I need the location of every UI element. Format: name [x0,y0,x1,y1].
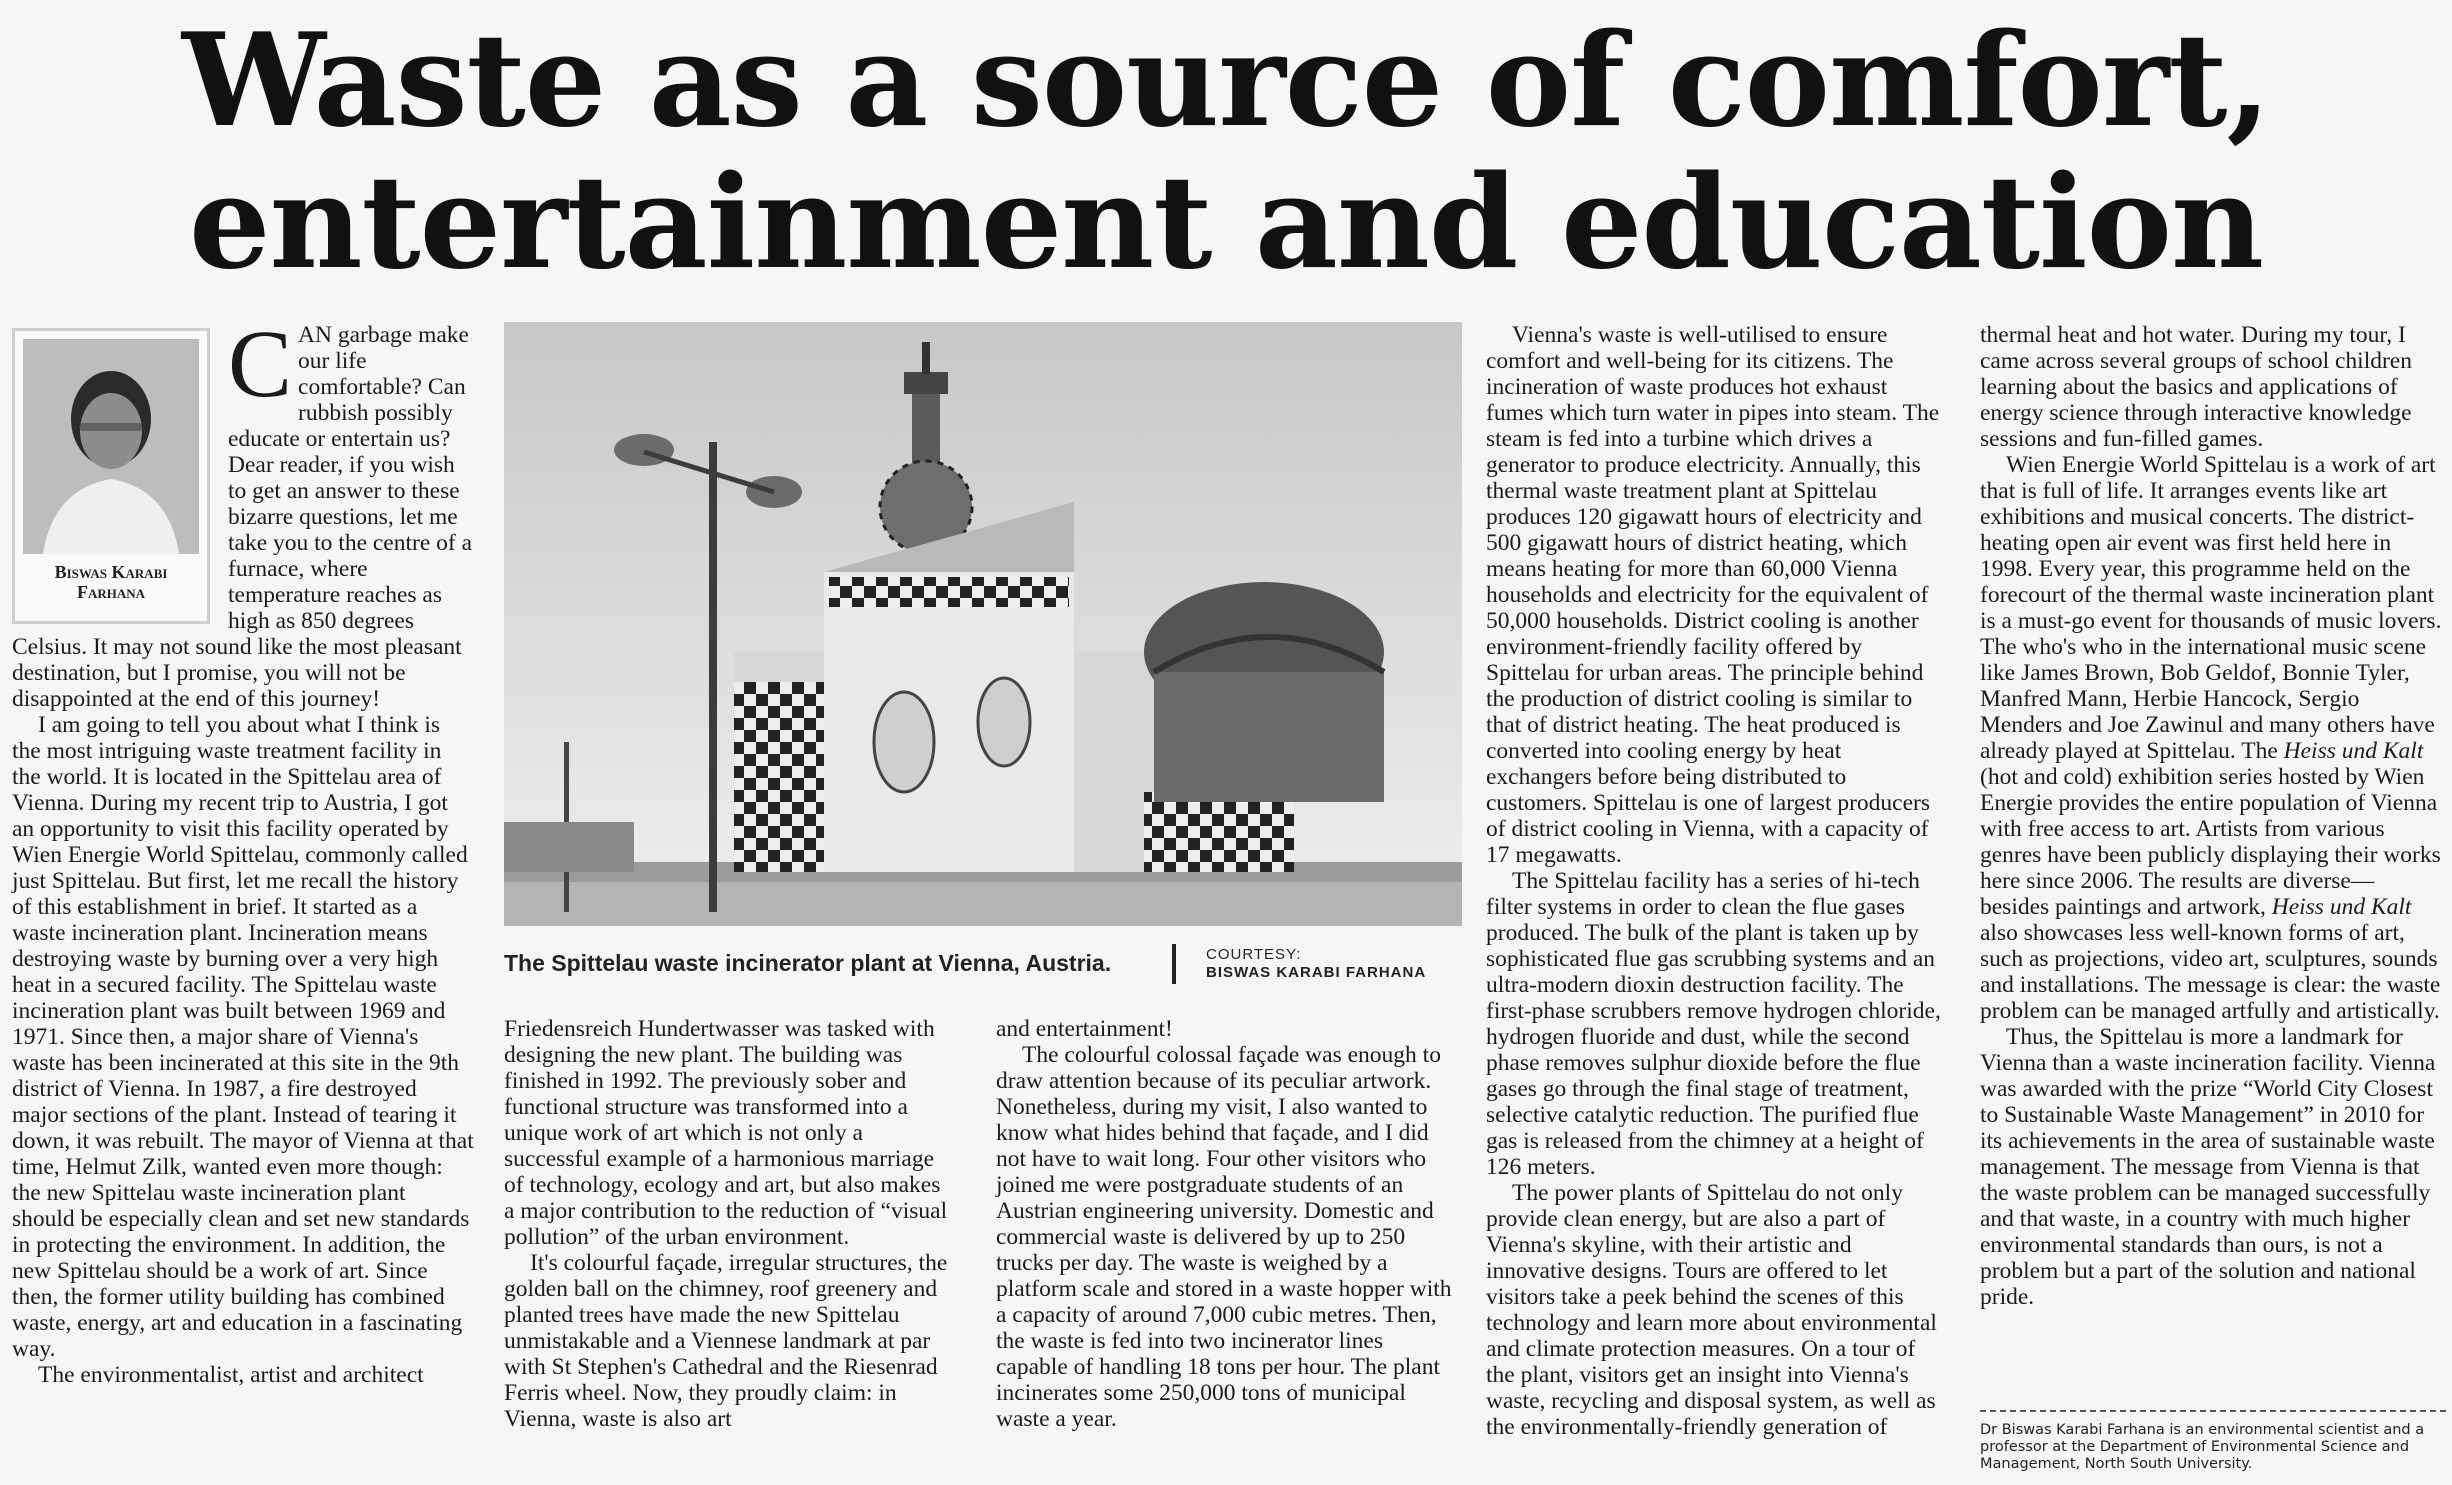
author-portrait-image [23,339,199,554]
event-name: Heiss und Kalt [2271,894,2412,920]
paragraph: It's colourful façade, irregular structures, the golden ball on the chimney, roof greenery and planted trees have made the new Spittelau unmistakable and a Viennese landmark at par with St Stephen's Cathedral and the Riesenrad Ferris wheel. Now, they proudly claim: in Vienna, waste is also art [504,1250,948,1432]
courtesy-label: COURTESY: [1206,946,1302,963]
paragraph: and entertainment! [996,1016,1173,1042]
paragraph [1980,452,2442,1024]
paragraph: The power plants of Spittelau do not only provide clean energy, but are also a part of Vienna's skyline, with their artistic and innovative designs. Tours are offered to let visitors take a peek behind the scenes of this technology and learn more about environmental and climate protection measures. On a tour of the plant, visitors get an insight into Vienna's waste, recycling and disposal system, as well as the environmentally-friendly generation of [1486,1180,1937,1440]
paragraph: Friedensreich Hundertwasser was tasked with designing the new plant. The building was finished in 1992. The previously sober and functional structure was transformed into a unique work of art which is not only a successful example of a harmonious marriage of technology, ecology and art, but also makes a major contribution to the reduction of “visual pollution” of the urban environment. [504,1016,948,1250]
courtesy-name: BISWAS KARABI FARHANA [1206,964,1427,981]
author-name [23,562,199,602]
article-column-1 [12,310,474,1388]
paragraph: Vienna's waste is well-utilised to ensure comfort and well-being for its citizens. The incineration of waste produces hot exhaust fumes which turn water in pipes into steam. The steam is fed into a turbine which drives a generator to produce electricity. Annually, this thermal waste treatment plant at Spittelau produces 120 gigawatt hours of electricity and 500 gigawatt hours of district heating, which means heating for more than 60,000 Vienna households and electricity for the equivalent of 50,000 households. District cooling is another environment-friendly facility offered by Spittelau for urban areas. The principle behind the production of district cooling is similar to that of district heating. The heat produced is converted into cooling energy by heat exchangers before being distributed to customers. Spittelau is one of largest producers of district cooling in Vienna, with a capacity of 17 megawatts. [1486,322,1940,868]
article-column-4 [996,1016,1458,1432]
author-photo [23,339,199,554]
article-column-5 [1486,322,1948,1440]
author-box [12,328,210,624]
spittelau-plant-image [504,322,1462,926]
paragraph-text: also showcases less well-known forms of art, such as projections, video art, sculptures, sounds and installations. The message is clear: the waste problem can be managed artfully and artistically. [1980,920,2441,1024]
headline [0,6,2452,298]
headline-line-1: Waste as a source of comfort, [182,6,2270,156]
article-column-6 [1980,322,2442,1310]
paragraph-text: (hot and cold) exhibition series hosted by Wien Energie provides the entire population of Vienna with free access to art. Artists from various genres have been publicly displaying their works here since 2006. The results are diverse—besides paintings and artwork, [1980,764,2441,920]
paragraph: The colourful colossal façade was enough to draw attention because of its peculiar artwork. Nonetheless, during my visit, I also wanted to know what hides behind that façade, and I did not have to wait long. Four other visitors who joined me were postgraduate students of an Austrian engineering university. Domestic and commercial waste is delivered by up to 250 trucks per day. The waste is weighed by a platform scale and stored in a waste hopper with a capacity of around 7,000 cubic metres. Then, the waste is fed into two incinerator lines capable of handling 18 tons per hour. The plant incinerates some 250,000 tons of municipal waste a year. [996,1042,1452,1432]
drop-cap: C [228,310,293,417]
main-photo [504,322,1462,926]
author-byline: Dr Biswas Karabi Farhana is an environmental scientist and a professor at the Department of Environmental Science and Management, North South University. [1980,1410,2446,1473]
paragraph: thermal heat and hot water. During my tour, I came across several groups of school children learning about the basics and applications of energy science through interactive knowledge sessions and fun-filled games. [1980,322,2412,452]
event-name: Heiss und Kalt [2283,738,2424,764]
author-name-line-2: Farhana [76,582,146,602]
paragraph: I am going to tell you about what I think is the most intriguing waste treatment facility in the world. It is located in the Spittelau area of Vienna. During my recent trip to Austria, I got an opportunity to visit this facility operated by Wien Energie World Spittelau, commonly called just Spittelau. But first, let me recall the history of this establishment in brief. It started as a waste incineration plant. Incineration means destroying waste by burning over a very high heat in a secured facility. The Spittelau waste incineration plant was built between 1969 and 1971. Since then, a major share of Vienna's waste has been incinerated at this site in the 9th district of Vienna. In 1987, a fire destroyed major sections of the plant. Instead of tearing it down, it was rebuilt. The mayor of Vienna at that time, Helmut Zilk, wanted even more though: the new Spittelau waste incineration plant should be especially clean and set new standards in protecting the environment. In addition, the new Spittelau should be a work of art. Since then, the former utility building has combined waste, energy, art and education in a fascinating way. [12,712,474,1362]
photo-caption: The Spittelau waste incinerator plant at Vienna, Austria. [504,950,1112,976]
paragraph: Thus, the Spittelau is more a landmark for Vienna than a waste incineration facility. Vienna was awarded with the prize “World City Closest to Sustainable Waste Management” in 2010 for its achievements in the area of sustainable waste management. The message from Vienna is that the waste problem can be managed successfully and that waste, in a country with much higher environmental standards than ours, is not a problem but a part of the solution and national pride. [1980,1024,2436,1310]
courtesy-divider [1172,944,1176,984]
paragraph-text: Wien Energie World Spittelau is a work of art that is full of life. It arranges events like art exhibitions and musical concerts. The district-heating open air event was first held here in 1998. Every year, this programme held on the forecourt of the thermal waste incineration plant is a must-go event for thousands of music lovers. The who's who in the international music scene like James Brown, Bob Geldof, Bonnie Tyler, Manfred Mann, Herbie Hancock, Sergio Menders and Joe Zawinul and many others have already played at Spittelau. The [1980,452,2442,764]
author-name-line-1: Biswas Karabi [54,562,168,582]
paragraph: The Spittelau facility has a series of hi-tech filter systems in order to clean the flue gases produced. The bulk of the plant is taken up by sophisticated flue gas scrubbing systems and an ultra-modern dioxin destruction facility. The first-phase scrubbers remove hydrogen chloride, hydrogen fluoride and dust, while the second phase removes sulphur dioxide before the flue gases go through the final stage of treatment, selective catalytic reduction. The purified flue gas is released from the chimney at a height of 126 meters. [1486,868,1941,1180]
paragraph: The environmentalist, artist and architect [38,1362,424,1388]
paragraph-text: AN garbage make our life comfortable? Can rubbish possibly educate or entertain us? Dear reader, if you wish to get an answer to these bizarre questions, let me take you to the centre of a furnace, where temperature reaches as high as 850 degrees Celsius. It may not sound like the most pleasant destination, but I promise, you will not be disappointed at the end of this journey! [12,322,473,712]
article-column-3 [504,1016,954,1432]
photo-courtesy [1206,946,1426,982]
headline-line-2: entertainment and education [189,148,2263,298]
